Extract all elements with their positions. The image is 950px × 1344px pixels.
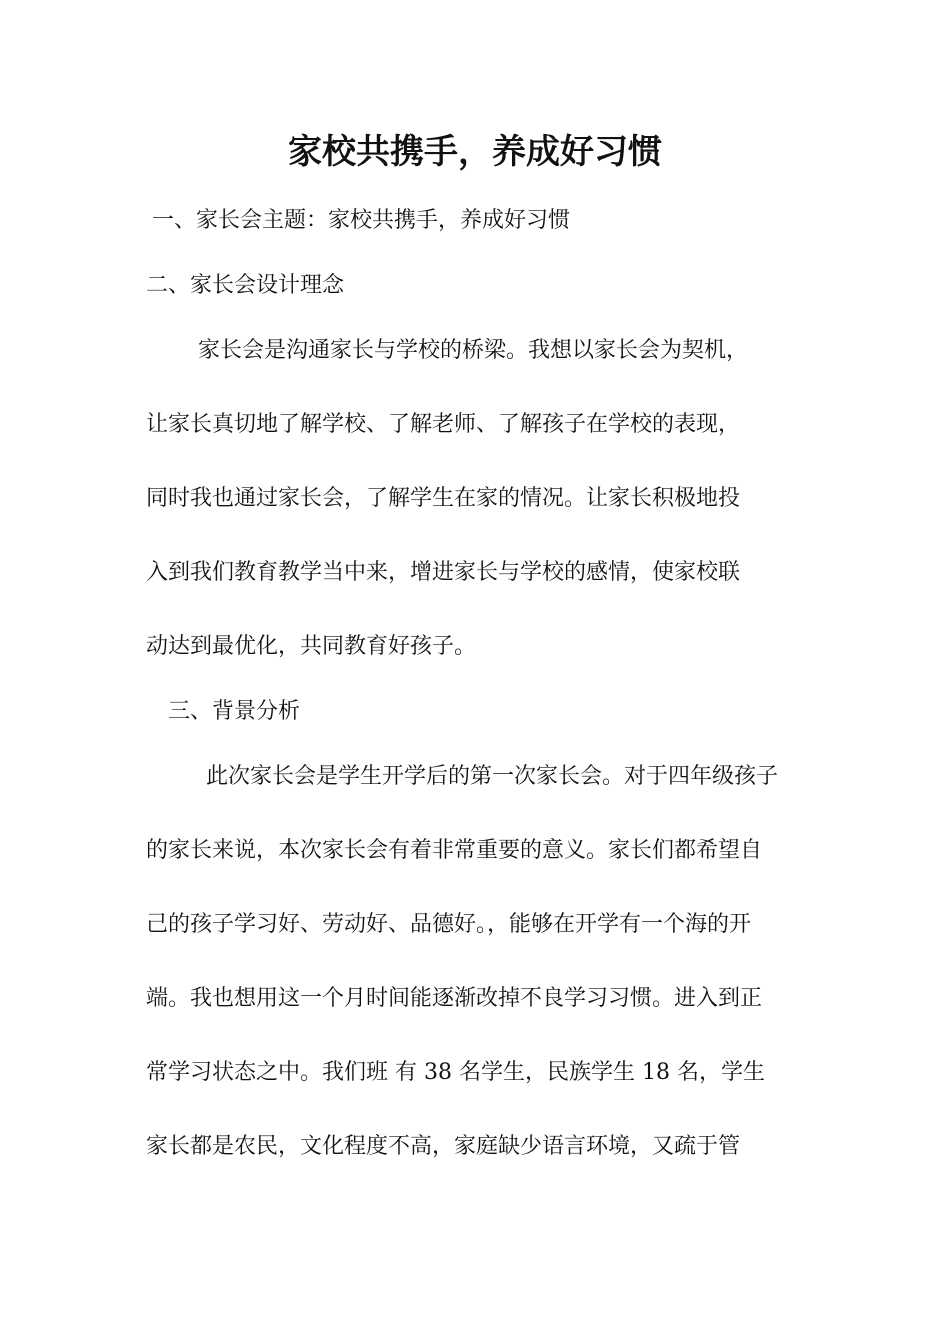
para-1-line-5: 动达到最优化，共同教育好孩子。 — [146, 634, 477, 659]
para-2-line-2: 的家长来说，本次家长会有着非常重要的意义。家长们都希望自 — [146, 838, 763, 863]
para-2-line-1: 此次家长会是学生开学后的第一次家长会。对于四年级孩子 — [206, 764, 779, 789]
para-1-line-4: 入到我们教育教学当中来，增进家长与学校的感情，使家校联 — [146, 560, 741, 585]
para-1-line-1: 家长会是沟通家长与学校的桥梁。我想以家长会为契机， — [198, 338, 749, 363]
para-2-line-5: 常学习状态之中。我们班 有 38 名学生，民族学生 18 名，学生 — [146, 1060, 765, 1085]
para-2-line-3: 己的孩子学习好、劳动好、品德好。，能够在开学有一个海的开 — [146, 912, 752, 937]
para-2-line-6: 家长都是农民，文化程度不高，家庭缺少语言环境，又疏于管 — [146, 1134, 741, 1159]
para-2-line-4: 端。我也想用这一个月时间能逐渐改掉不良学习习惯。进入到正 — [146, 986, 763, 1011]
heading-background-analysis: 三、背景分析 — [168, 699, 301, 724]
heading-design-concept: 二、家长会设计理念 — [146, 273, 345, 298]
heading-theme: 一、家长会主题：家校共携手，养成好习惯 — [152, 208, 571, 233]
para-1-line-2: 让家长真切地了解学校、了解老师、了解孩子在学校的表现， — [146, 412, 741, 437]
para-1-line-3: 同时我也通过家长会，了解学生在家的情况。让家长积极地投 — [146, 486, 741, 511]
document-title: 家校共携手，养成好习惯 — [288, 132, 662, 172]
